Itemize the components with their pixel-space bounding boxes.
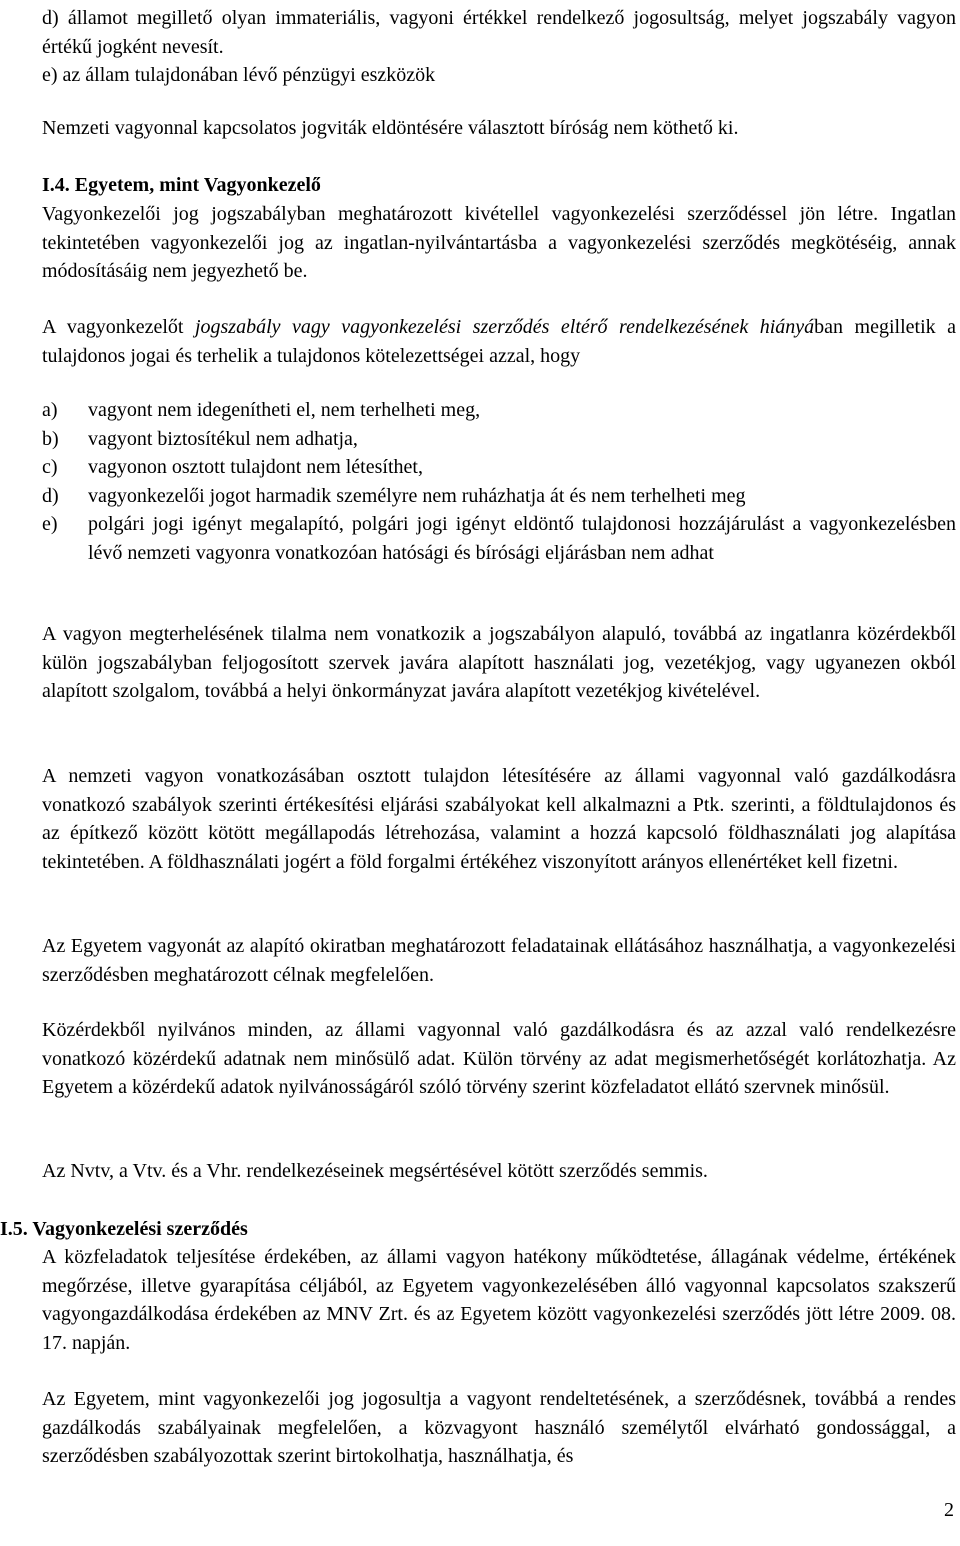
p2-italic: jogszabály vagy vagyonkezelési szerződés eltérő rendelkezésének hiányá — [194, 316, 815, 338]
list-item — [42, 482, 956, 511]
obligations-list — [42, 396, 956, 567]
list-text: vagyonon osztott tulajdont nem létesíthet, — [88, 456, 423, 478]
list-text: vagyont nem idegenítheti el, nem terhelheti meg, — [88, 399, 481, 421]
list-item — [42, 510, 956, 567]
list-item — [42, 425, 956, 454]
page-number: 2 — [944, 1499, 954, 1521]
paragraph-court: Nemzeti vagyonnal kapcsolatos jogviták eldöntésére választott bíróság nem köthető ki. — [42, 117, 739, 139]
paragraph-5-2: Az Egyetem, mint vagyonkezelői jog jogosultja a vagyont rendeltetésének, a szerződésnek, továbbá a rendes gazdálkodás szabályainak megfelelően, a közvagyont használó személytől elvárható gondossággal, a szerződésben szabályozottak szerint birtokolhatja, használhatja, és — [42, 1388, 956, 1467]
list-item-e-top: e) az állam tulajdonában lévő pénzügyi eszközök — [42, 64, 436, 86]
paragraph-4-2 — [42, 313, 956, 370]
list-marker: e) — [42, 513, 58, 535]
p2-text-a: A vagyonkezelőt — [42, 316, 195, 338]
paragraph-5-1: A közfeladatok teljesítése érdekében, az állami vagyon hatékony működtetése, állagának védelme, értékének megőrzése, illetve gyarapítása céljából, az Egyetem vagyonkezelésében álló vagyonnal kapcsolatos szakszerű vagyongazdálkodása érdekében az MNV Zrt. és az Egyetem között vagyonkezelési szerződés jött létre 2009. 08. 17. napján. — [42, 1246, 956, 1354]
paragraph-4-5: Az Egyetem vagyonát az alapító okiratban meghatározott feladatainak ellátásához használhatja, a vagyonkezelési szerződésben meghatározott célnak megfelelően. — [42, 935, 956, 986]
list-item — [42, 453, 956, 482]
section-heading-4: I.4. Egyetem, mint Vagyonkezelő — [42, 174, 321, 196]
list-marker: d) — [42, 484, 59, 507]
section-heading-5: I.5. Vagyonkezelési szerződés — [0, 1218, 248, 1240]
list-marker: a) — [42, 399, 58, 421]
list-marker: c) — [42, 456, 58, 478]
paragraph-4-4: A nemzeti vagyon vonatkozásában osztott tulajdon létesítésére az állami vagyonnal való gazdálkodásra vonatkozó szabályok szerinti értékesítési eljárási szabályokat kell alkalmazni a Ptk. szerinti, a földtulajdonos és az építkező között kötött megállapodás létrehozása, valamint a hozzá kapcsoló földhasználati jog alapítása tekintetében. A földhasználati jogért a föld forgalmi értékéhez viszonyított arányos ellenértéket kell fizetni. — [42, 765, 956, 873]
list-item — [42, 396, 956, 425]
paragraph-4-7: Az Nvtv, a Vtv. és a Vhr. rendelkezéseinek megsértésével kötött szerződés semmis. — [42, 1160, 708, 1182]
list-marker: b) — [42, 427, 59, 450]
list-item-d-top: d) államot megillető olyan immateriális, vagyoni értékkel rendelkező jogosultság, melyet jogszabály vagyon értékű jogként nevesít. — [42, 7, 956, 58]
list-text: polgári jogi igényt megalapító, polgári jogi igényt eldöntő tulajdonosi hozzájárulást a vagyonkezelésben lévő nemzeti vagyonra vonatkozóan hatósági és bírósági eljárásban nem adhat — [88, 513, 956, 564]
p2-text-b: ban megilletik a tulajdonos jogai és terhelik a tulajdonos kötelezettségei azzal, hogy — [42, 316, 957, 367]
list-text: vagyonkezelői jogot harmadik személyre nem ruházhatja át és nem terhelheti meg — [88, 484, 746, 507]
paragraph-4-3: A vagyon megterhelésének tilalma nem vonatkozik a jogszabályon alapuló, továbbá az ingatlanra közérdekből külön jogszabályban feljogosított szervek javára alapított használati jog, vezetékjog, vagy ugyanezen okból alapított szolgalom, továbbá a helyi önkormányzat javára alapított vezetékjog kivételével. — [42, 623, 956, 702]
list-text: vagyont biztosítékul nem adhatja, — [88, 427, 358, 450]
paragraph-4-1: Vagyonkezelői jog jogszabályban meghatározott kivétellel vagyonkezelési szerződéssel jön létre. Ingatlan tekintetében vagyonkezelői jog az ingatlan-nyilvántartásba a vagyonkezelési szerződés megkötéséig, annak módosításáig nem jegyezhető be. — [42, 203, 956, 282]
paragraph-4-6: Közérdekből nyilvános minden, az állami vagyonnal való gazdálkodásra és az azzal való rendelkezésre vonatkozó közérdekű adatnak nem minősülő adat. Külön törvény az adat megismerhetőségét korlátozhatja. Az Egyetem a közérdekű adatok nyilvánosságáról szóló törvény szerint közfeladatot ellátó szervnek minősül. — [42, 1019, 956, 1098]
